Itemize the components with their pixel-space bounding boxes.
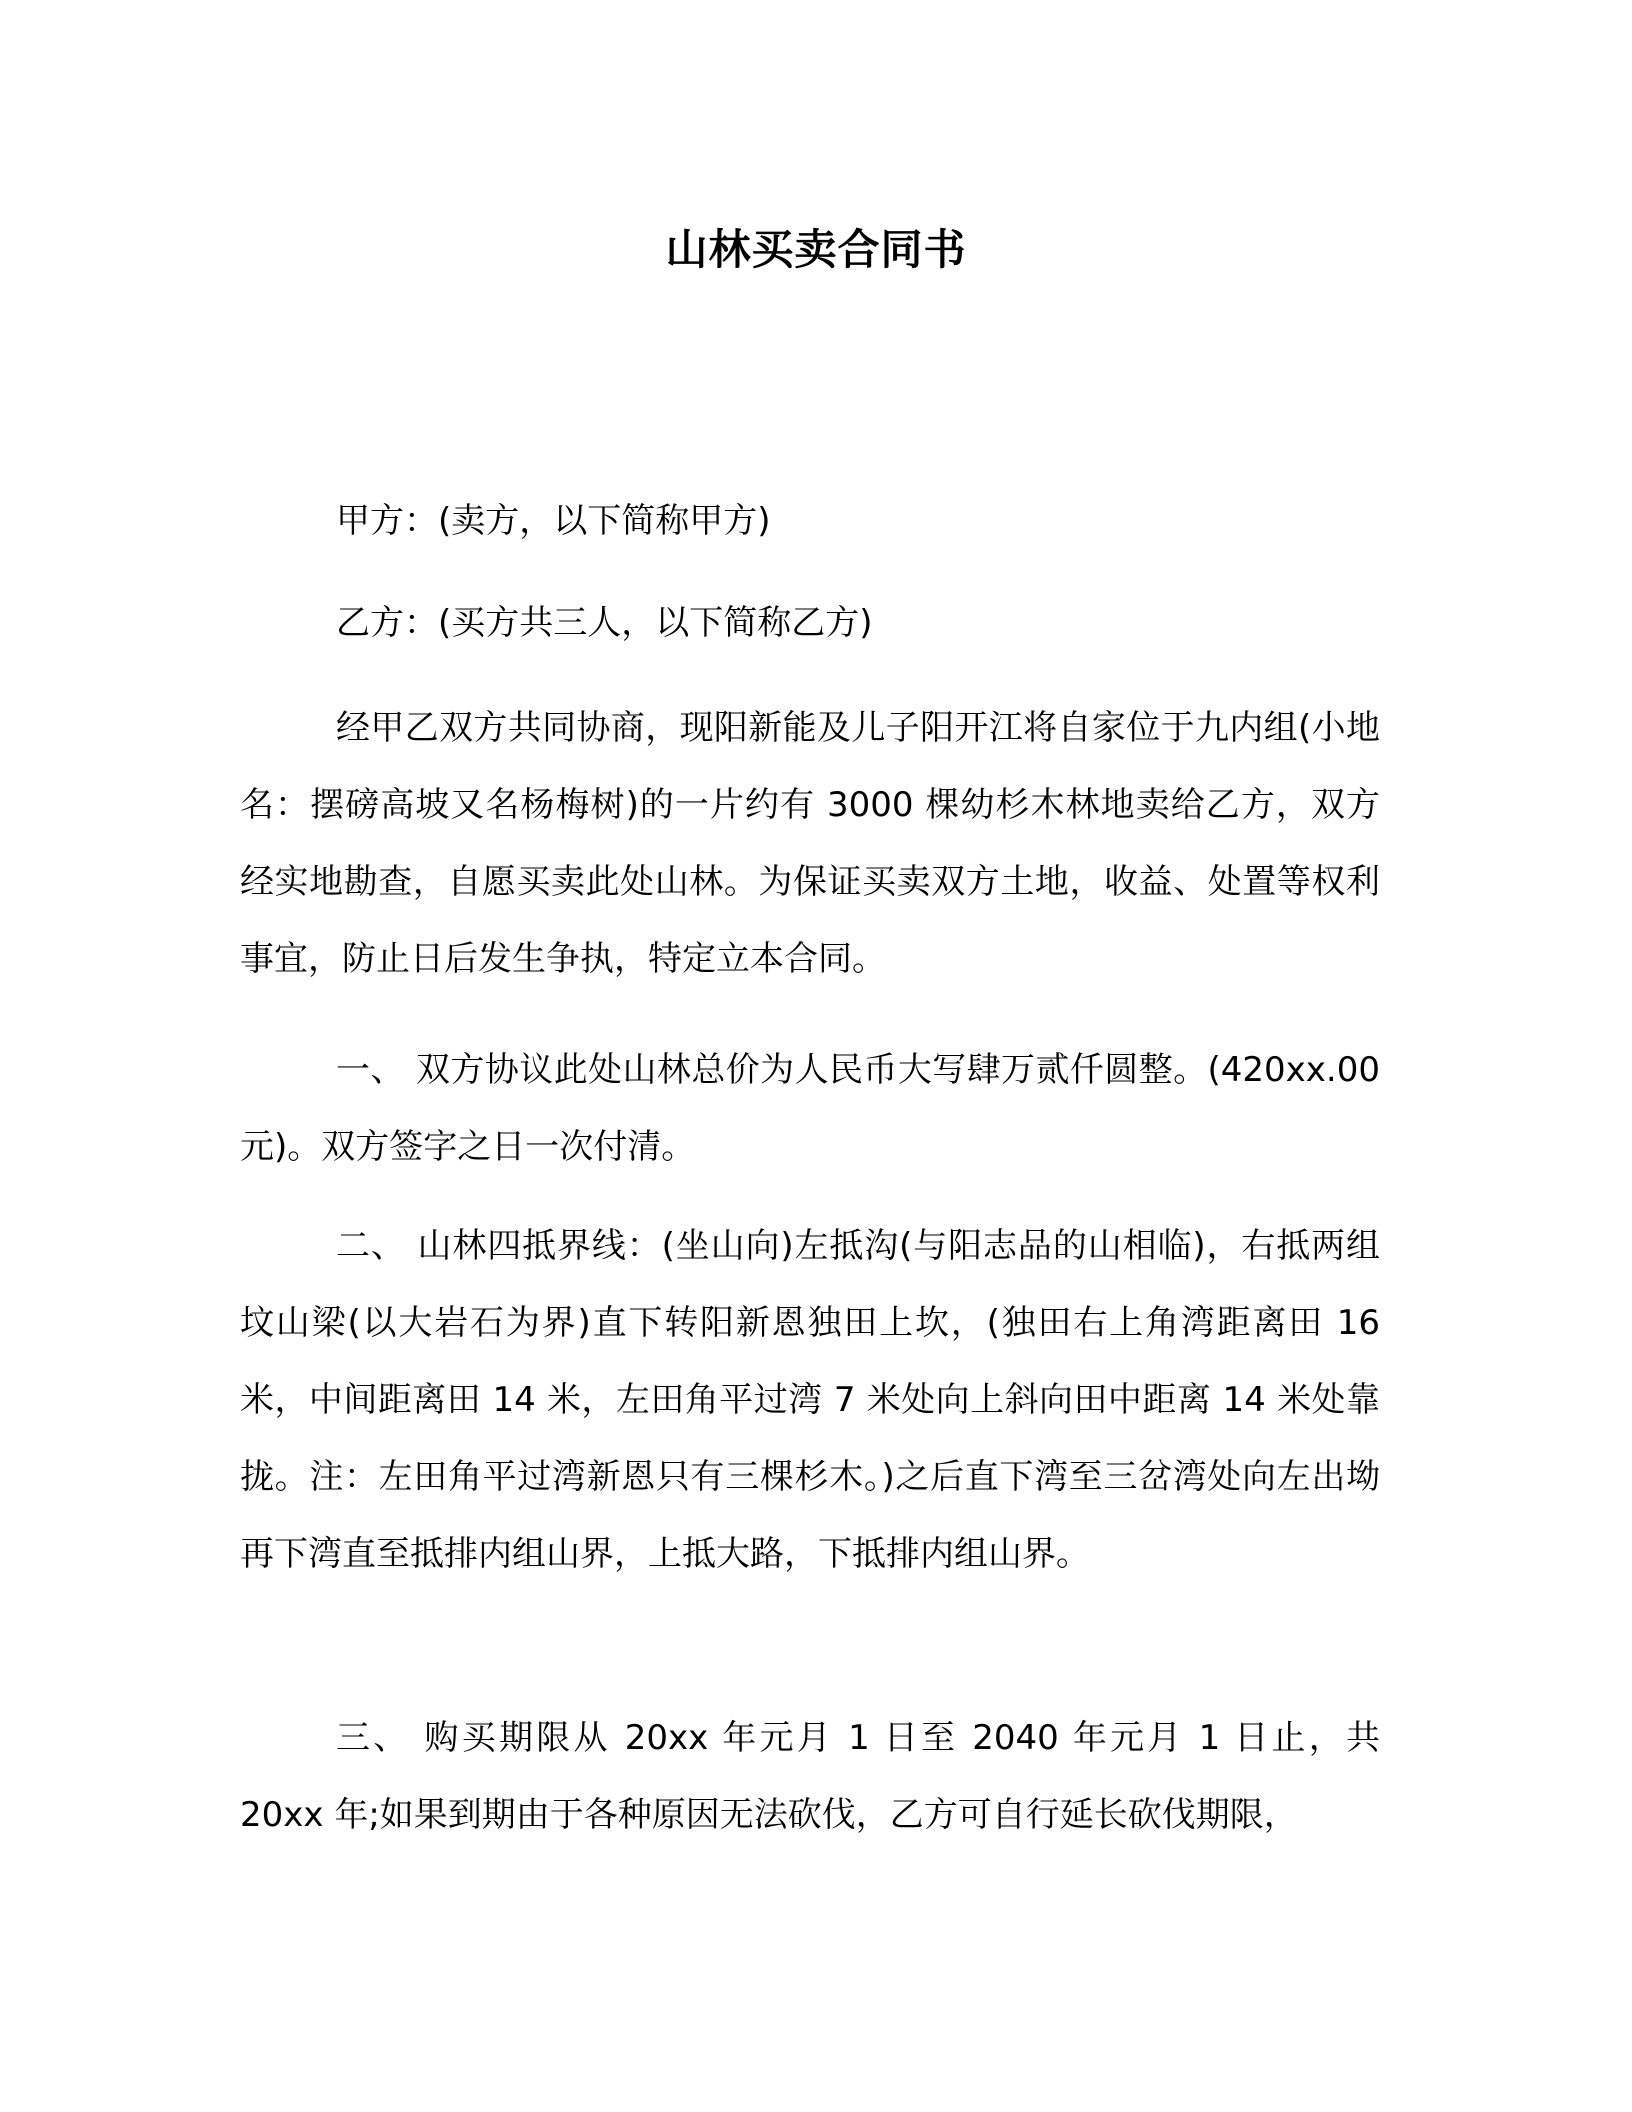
intro-paragraph: 经甲乙双方共同协商，现阳新能及儿子阳开江将自家位于九内组(小地名：摆磅高坡又名杨梅树)的一片约有 3000 棵幼杉木林地卖给乙方，双方经实地勘查，自愿买卖此处山林。为保证买卖双方土地，收益、处置等权利事宜，防止日后发生争执，特定立本合同。: [240, 708, 1380, 979]
party-a-line: 甲方：(卖方，以下简称甲方): [336, 501, 771, 541]
document-title: 山林买卖合同书: [665, 225, 967, 274]
clause-1-paragraph: 一、 双方协议此处山林总价为人民币大写肆万贰仟圆整。(420xx.00 元)。双方签字之日一次付清。: [240, 1050, 1380, 1167]
clause-3-paragraph: 三、 购买期限从 20xx 年元月 1 日至 2040 年元月 1 日止，共 20xx 年;如果到期由于各种原因无法砍伐，乙方可自行延长砍伐期限，: [240, 1718, 1380, 1835]
party-b-line: 乙方：(买方共三人，以下简称乙方): [336, 603, 873, 643]
clause-2-paragraph: 二、 山林四抵界线：(坐山向)左抵沟(与阳志品的山相临)，右抵两组坟山梁(以大岩石为界)直下转阳新恩独田上坎，(独田右上角湾距离田 16 米，中间距离田 14 米，左田角平过湾 7 米处向上斜向田中距离 14 米处靠拢。注：左田角平过湾新恩只有三棵杉木。)之后直下湾至三岔湾处向左出坳再下湾直至抵排内组山界，上抵大路，下抵排内组山界。: [240, 1226, 1380, 1574]
